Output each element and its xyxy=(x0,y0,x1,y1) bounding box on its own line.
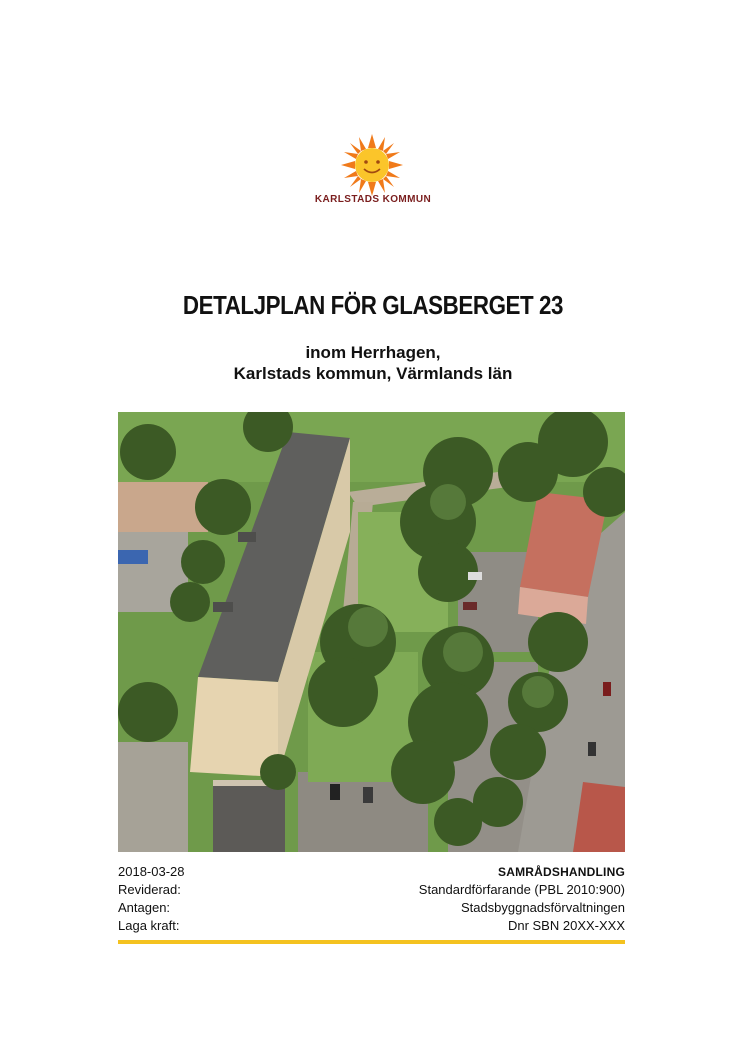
sun-icon xyxy=(339,132,405,198)
office: Stadsbyggnadsförvaltningen xyxy=(460,900,625,915)
accent-rule xyxy=(118,940,625,944)
adopted-label: Antagen: xyxy=(118,900,171,915)
subtitle xyxy=(0,342,746,384)
document-stage: SAMRÅDSHANDLING xyxy=(498,865,625,879)
revised-label: Reviderad: xyxy=(118,882,181,897)
procedure: Standardförfarande (PBL 2010:900) xyxy=(418,882,625,897)
subtitle-line-2: Karlstads kommun, Värmlands län xyxy=(233,364,513,383)
date: 2018-03-28 xyxy=(118,864,185,879)
subtitle-line-1: inom Herrhagen, xyxy=(305,343,441,362)
dates-block xyxy=(118,863,185,935)
page-title: DETALJPLAN FÖR GLASBERGET 23 xyxy=(182,290,564,320)
in-force-label: Laga kraft: xyxy=(118,918,180,933)
aerial-photo-icon xyxy=(118,412,625,852)
organization-name: KARLSTADS KOMMUN xyxy=(314,194,432,205)
case-number: Dnr SBN 20XX-XXX xyxy=(507,918,625,933)
status-block xyxy=(419,863,625,935)
